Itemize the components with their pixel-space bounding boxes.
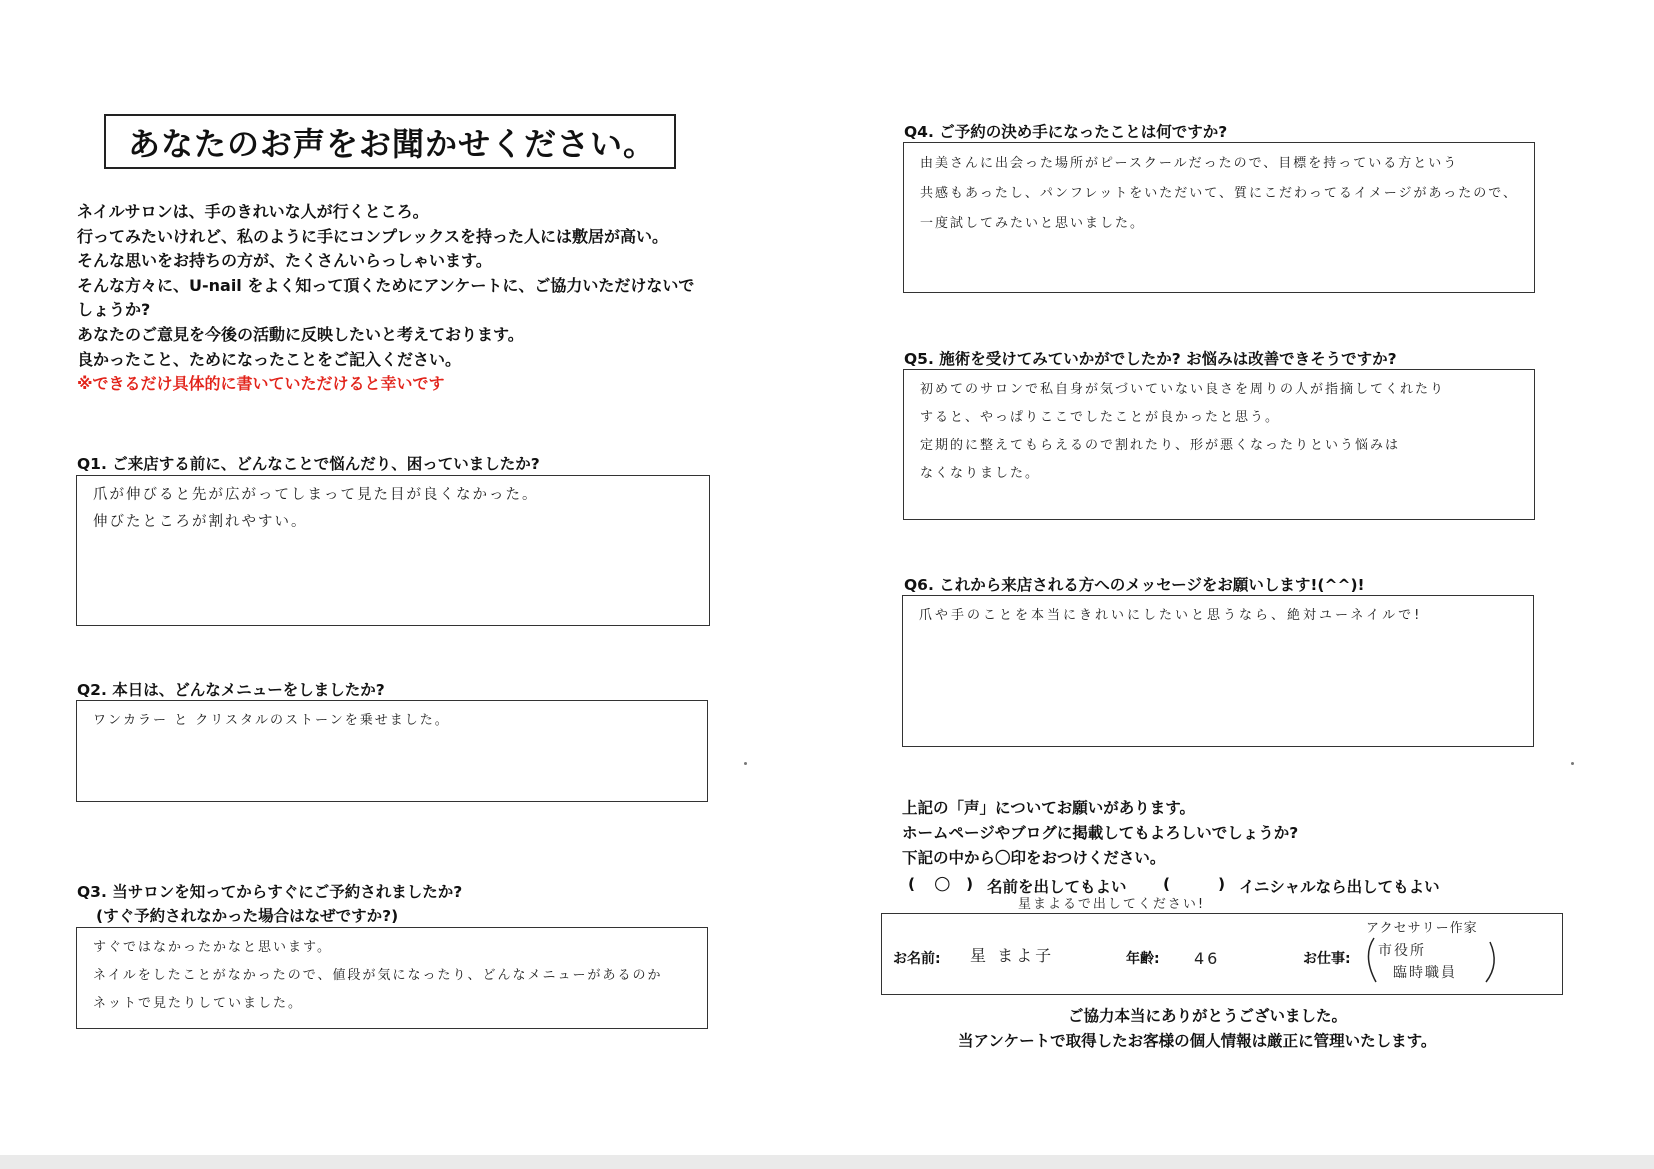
request-line: 上記の「声」についてお願いがあります。 xyxy=(902,799,1195,817)
answer-line: ネイルをしたことがなかったので、値段が気になったり、どんなメニューがあるのか xyxy=(93,968,663,983)
survey-title: あなたのお声をお聞かせください。 xyxy=(104,114,676,169)
handwritten-bracket-icon xyxy=(1362,934,1502,988)
consent-handwritten-note: 星まよるで出してください! xyxy=(1018,897,1206,912)
answer-line: 初めてのサロンで私自身が気づいていない良さを周りの人が指摘してくれたり xyxy=(920,382,1446,397)
q2-answer xyxy=(77,701,707,734)
q5-answer xyxy=(904,370,1534,488)
q2-answer-box[interactable] xyxy=(76,700,708,802)
scan-dot xyxy=(1571,762,1574,765)
answer-line: ワンカラー と クリスタルのストーンを乗せました。 xyxy=(93,713,450,728)
consent-open-paren: ( xyxy=(908,875,916,893)
q4-answer xyxy=(904,143,1534,239)
intro-note: ※できるだけ具体的に書いていただけると幸いです xyxy=(77,374,445,394)
q4-answer-box[interactable] xyxy=(903,142,1535,293)
option-name-ok[interactable]: 名前を出してもよい xyxy=(987,878,1127,896)
name-label: お名前: xyxy=(893,951,941,967)
answer-line: ネットで見たりしていました。 xyxy=(93,996,304,1011)
age-label: 年齢: xyxy=(1126,951,1160,967)
answer-line: すぐではなかったかなと思います。 xyxy=(93,940,332,955)
intro-line: ネイルサロンは、手のきれいな人が行くところ。 xyxy=(77,202,429,221)
q6-answer xyxy=(903,596,1533,629)
answer-line: なくなりました。 xyxy=(920,466,1041,481)
q5-label: Q5. 施術を受けてみていかがでしたか? お悩みは改善できそうですか? xyxy=(904,350,1397,368)
job-label: お仕事: xyxy=(1303,951,1351,967)
answer-line: 伸びたところが割れやすい。 xyxy=(93,514,308,530)
q1-label: Q1. ご来店する前に、どんなことで悩んだり、困っていましたか? xyxy=(77,455,540,473)
intro-line: あなたのご意見を今後の活動に反映したいと考えております。 xyxy=(77,324,524,344)
page-bottom-edge xyxy=(0,1155,1654,1169)
intro-line: 良かったこと、ためになったことをご記入ください。 xyxy=(77,349,462,369)
intro-line: そんな方々に、U-nail をよく知って頂くためにアンケートに、ご協力いただけないで xyxy=(77,275,695,295)
q5-answer-box[interactable] xyxy=(903,369,1535,520)
option-initial-ok[interactable]: イニシャルなら出してもよい xyxy=(1239,878,1440,896)
answer-line: 爪が伸びると先が広がってしまって見た目が良くなかった。 xyxy=(93,487,539,503)
q4-label: Q4. ご予約の決め手になったことは何ですか? xyxy=(904,123,1228,141)
job-value-line3[interactable]: 臨時職員 xyxy=(1393,965,1457,981)
q6-label: Q6. これから来店される方へのメッセージをお願いします!(^^)! xyxy=(904,576,1365,594)
q3-sublabel: (すぐ予約されなかった場合はなぜですか?) xyxy=(96,907,399,925)
consent-close-paren: ) xyxy=(966,875,974,893)
request-line: 下記の中から〇印をおつけください。 xyxy=(902,849,1166,867)
answer-line: 由美さんに出会った場所がピースクールだったので、目標を持っている方という xyxy=(920,156,1459,171)
q1-answer-box[interactable] xyxy=(76,475,710,626)
request-line: ホームページやブログに掲載してもよろしいでしょうか? xyxy=(902,824,1299,842)
q3-answer-box[interactable] xyxy=(76,927,708,1029)
consent-circle-mark[interactable]: ○ xyxy=(934,872,951,894)
thanks-line: ご協力本当にありがとうございました。 xyxy=(1068,1007,1348,1025)
answer-line: 定期的に整えてもらえるので割れたり、形が悪くなったりという悩みは xyxy=(920,438,1401,453)
publication-request xyxy=(902,796,1298,871)
q3-answer xyxy=(77,928,707,1018)
intro-line: しょうか? xyxy=(77,300,151,320)
job-value-line2[interactable]: 市役所 xyxy=(1378,943,1426,959)
intro-line: 行ってみたいけれど、私のように手にコンプレックスを持った人には敷居が高い。 xyxy=(77,226,669,246)
intro-text xyxy=(77,200,717,397)
q2-label: Q2. 本日は、どんなメニューをしましたか? xyxy=(77,681,385,699)
q1-answer xyxy=(77,476,709,536)
age-value[interactable]: 46 xyxy=(1194,949,1221,968)
name-value[interactable]: 星 まよ子 xyxy=(970,946,1055,965)
intro-line: そんな思いをお持ちの方が、たくさんいらっしゃいます。 xyxy=(77,251,492,271)
answer-line: 爪や手のことを本当にきれいにしたいと思うなら、絶対ユーネイルで! xyxy=(919,608,1423,623)
q3-label: Q3. 当サロンを知ってからすぐにご予約されましたか? xyxy=(77,883,463,901)
answer-line: 共感もあったし、パンフレットをいただいて、質にこだわってるイメージがあったので、 xyxy=(920,186,1519,201)
q6-answer-box[interactable] xyxy=(902,595,1534,747)
scan-dot xyxy=(744,762,747,765)
job-value-line1[interactable]: アクセサリー作家 xyxy=(1366,921,1478,936)
answer-line: すると、やっぱりここでしたことが良かったと思う。 xyxy=(920,410,1281,425)
answer-line: 一度試してみたいと思いました。 xyxy=(920,216,1146,231)
initial-open-paren: ( xyxy=(1163,875,1171,893)
privacy-line: 当アンケートで取得したお客様の個人情報は厳正に管理いたします。 xyxy=(958,1032,1437,1050)
initial-close-paren: ) xyxy=(1218,875,1226,893)
